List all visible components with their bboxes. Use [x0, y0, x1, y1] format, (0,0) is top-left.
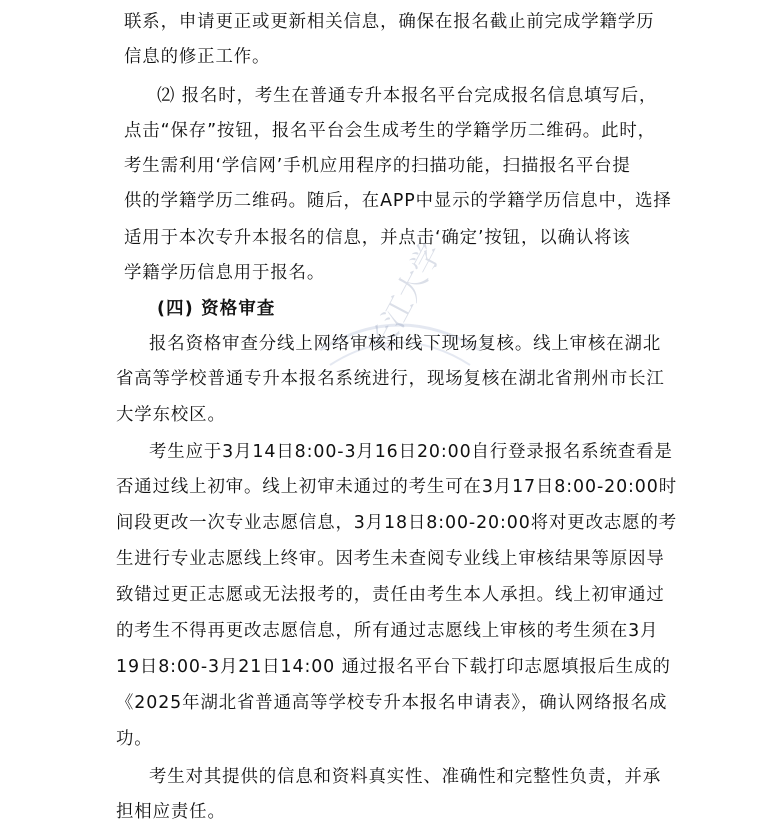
section-heading: (四) 资格审查 — [157, 299, 276, 319]
text-line: 供的学籍学历二维码。随后，在APP中显示的学籍学历信息中，选择 — [124, 191, 672, 211]
text-line: 否通过线上初审。线上初审未通过的考生可在3月17日8:00-20:00时 — [116, 477, 678, 497]
text-line: 点击“保存”按钮，报名平台会生成考生的学籍学历二维码。此时， — [124, 121, 656, 141]
text-line: 19日8:00-3月21日14:00 通过报名平台下载打印志愿填报后生成的 — [116, 657, 671, 677]
text-line: 的考生不得再更改志愿信息，所有通过志愿线上审核的考生须在3月 — [116, 621, 659, 641]
text-line: 适用于本次专升本报名的信息，并点击‘确定’按钮，以确认将该 — [124, 228, 631, 248]
text-line: ⑵ 报名时，考生在普通专升本报名平台完成报名信息填写后， — [157, 86, 658, 106]
text-line: 间段更改一次专业志愿信息，3月18日8:00-20:00将对更改志愿的考 — [116, 513, 678, 533]
watermark-text: 长江大学 — [362, 237, 450, 361]
text-line: 生进行专业志愿线上终审。因考生未查阅专业线上审核结果等原因导 — [116, 549, 665, 569]
text-line: 大学东校区。 — [116, 405, 226, 425]
text-line: 担相应责任。 — [116, 802, 226, 822]
text-line: 致错过更正志愿或无法报考的，责任由考生本人承担。线上初审通过 — [116, 585, 665, 605]
text-line: 功。 — [116, 729, 153, 749]
text-line: 考生应于3月14日8:00-3月16日20:00自行登录报名系统查看是 — [149, 442, 673, 462]
text-line: 报名资格审查分线上网络审核和线下现场复核。线上审核在湖北 — [149, 334, 662, 354]
text-line: 联系，申请更正或更新相关信息，确保在报名截止前完成学籍学历 — [124, 12, 655, 32]
text-line: 省高等学校普通专升本报名系统进行，现场复核在湖北省荆州市长江 — [116, 369, 665, 389]
text-line: 考生需利用‘学信网’手机应用程序的扫描功能，扫描报名平台提 — [124, 156, 631, 176]
text-line: 考生对其提供的信息和资料真实性、准确性和完整性负责，并承 — [149, 767, 662, 787]
text-line: 学籍学历信息用于报名。 — [124, 263, 326, 283]
text-line: 信息的修正工作。 — [124, 47, 271, 67]
text-line: 《2025年湖北省普通高等学校专升本报名申请表》，确认网络报名成 — [116, 693, 668, 713]
